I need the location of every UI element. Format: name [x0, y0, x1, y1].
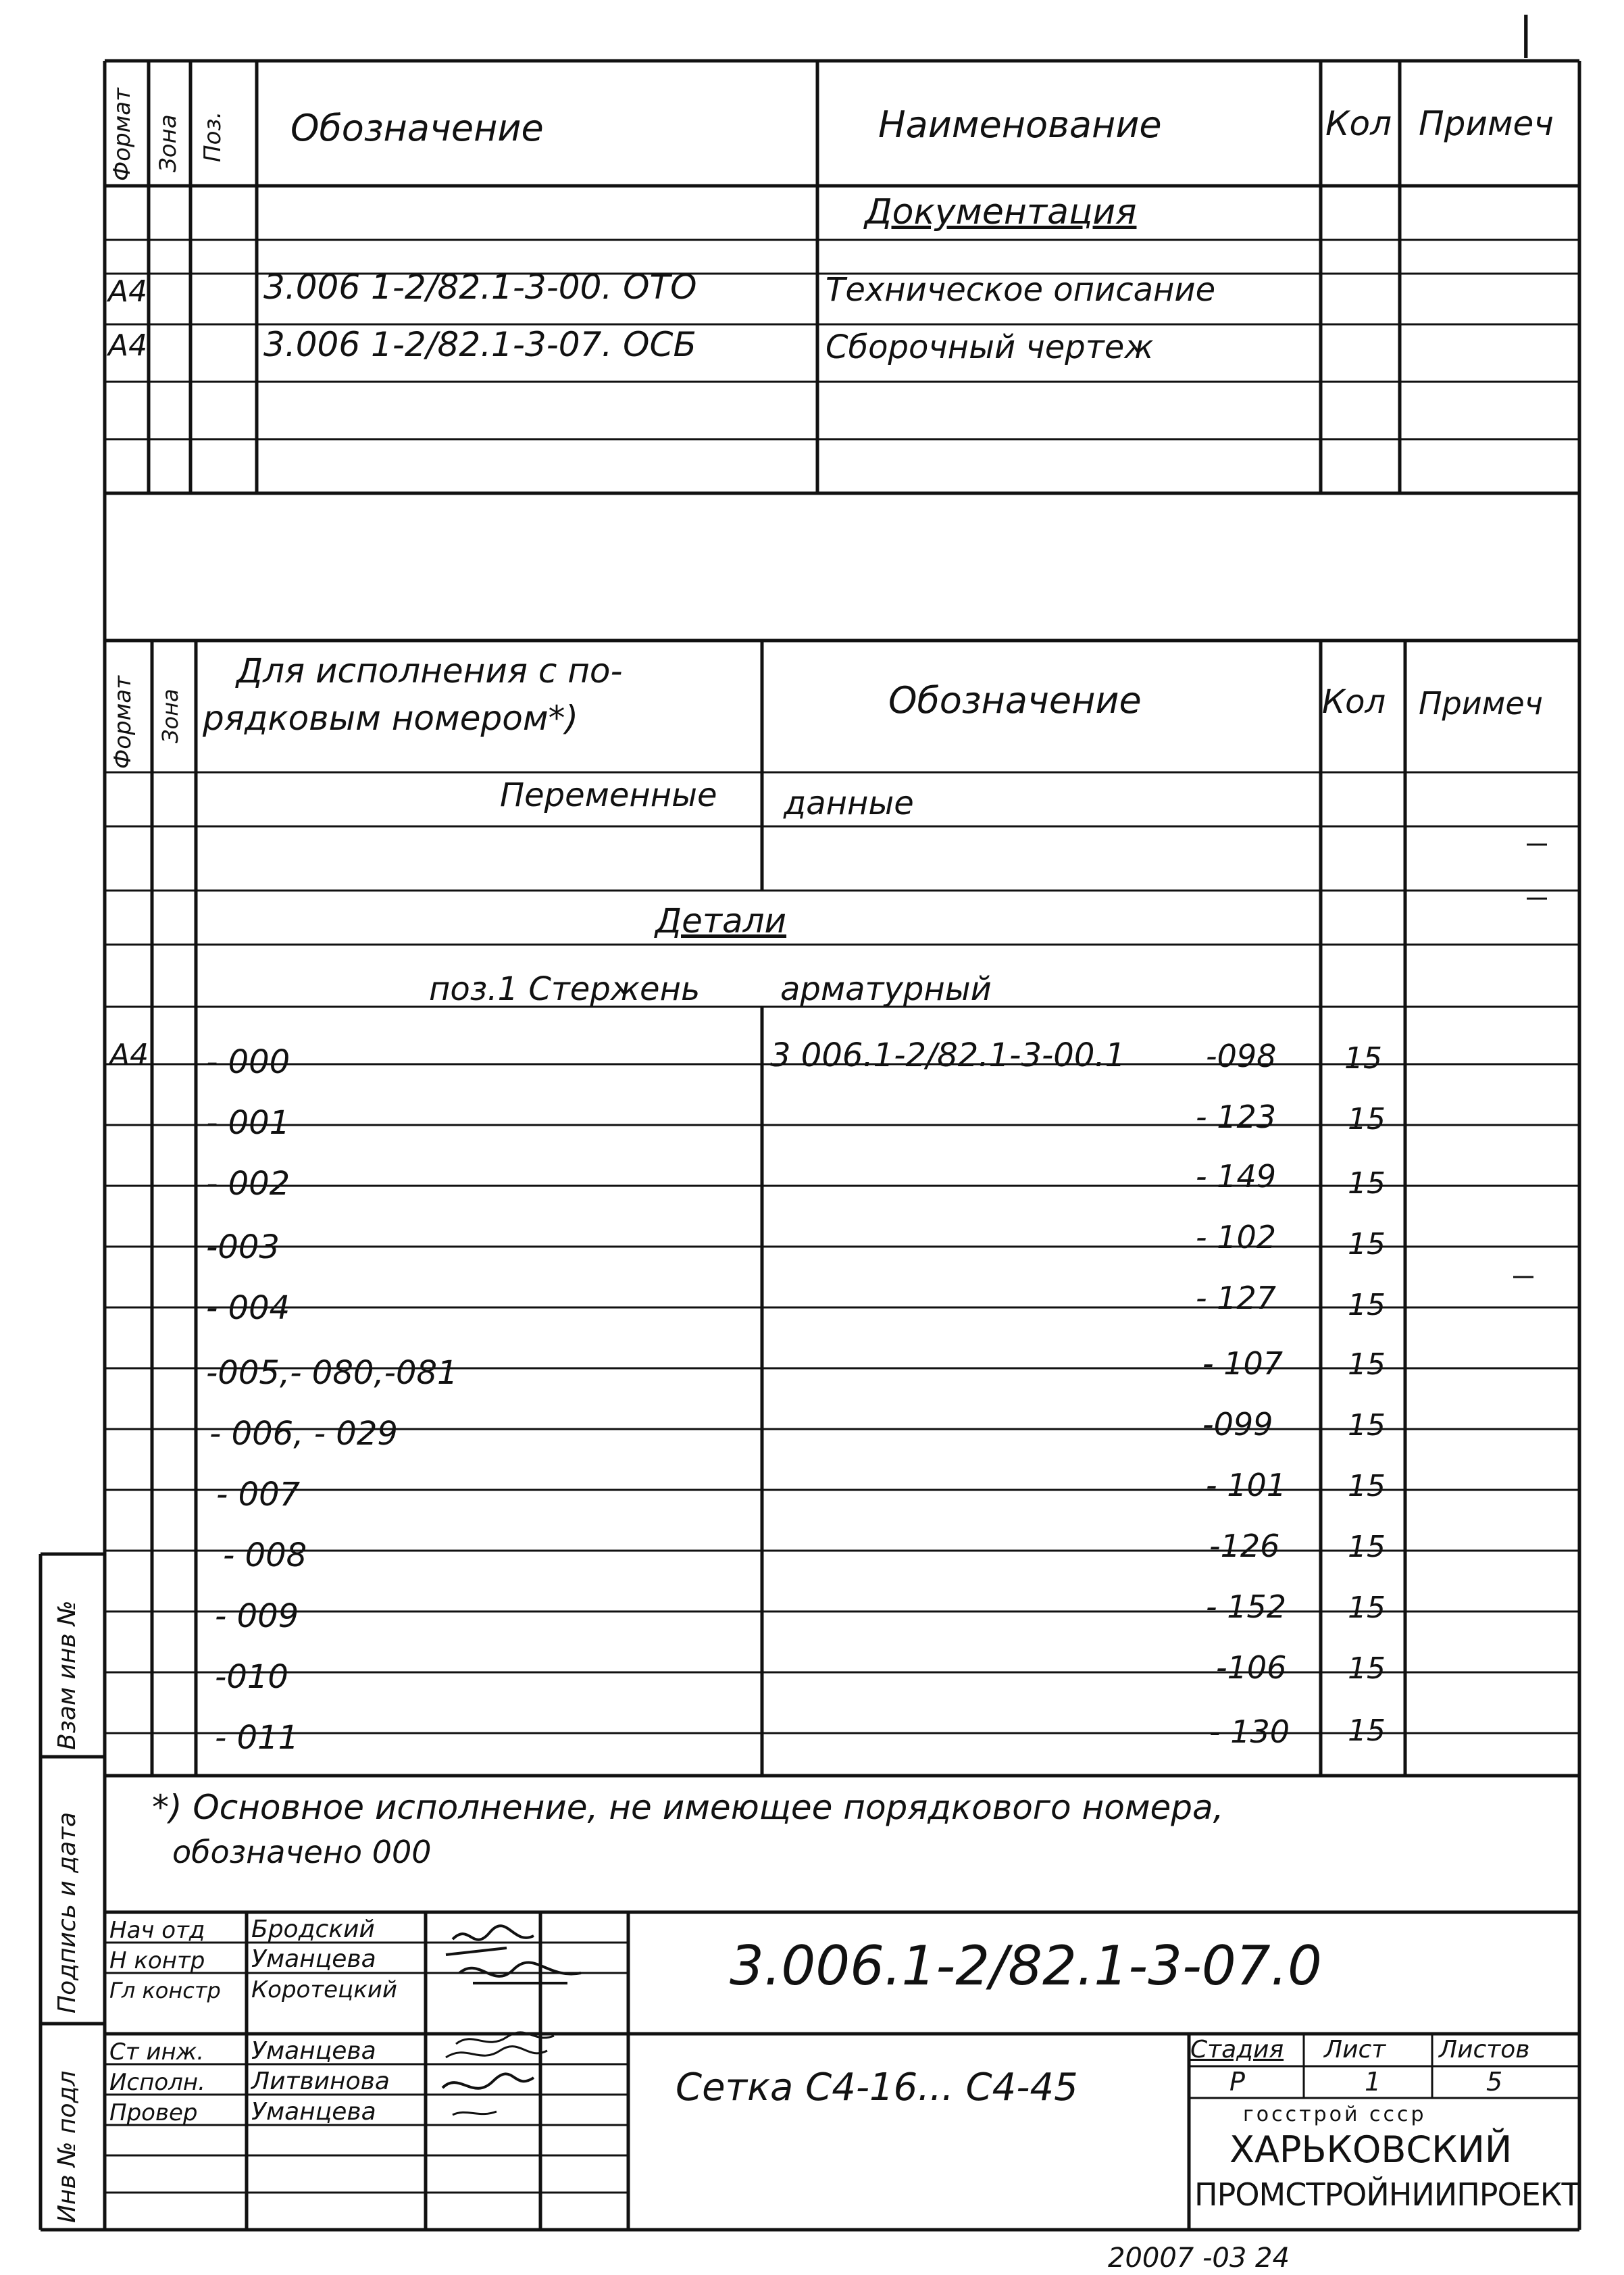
- item-left: поз.1 Стержень: [429, 970, 701, 1008]
- org-line-3: ПРОМСТРОЙНИИПРОЕКТ: [1194, 2176, 1580, 2213]
- row-qty: 15: [1348, 1227, 1386, 1261]
- row-designation: 3.006 1-2/82.1-3-07. ОСБ: [263, 325, 696, 364]
- person-name: Уманцева: [251, 1945, 376, 1973]
- header-name: Наименование: [878, 103, 1162, 146]
- var-header-zone: Зона: [157, 689, 183, 743]
- row-format: А4: [108, 328, 148, 363]
- row-exec: - 011: [215, 1719, 299, 1757]
- var-header-designation: Обозначение: [888, 679, 1142, 722]
- row-suffix: - 130: [1209, 1714, 1290, 1750]
- row-exec: -010: [215, 1658, 288, 1696]
- variable-data-right: данные: [784, 784, 914, 822]
- row-exec: - 006, - 029: [209, 1415, 398, 1453]
- row-qty: 15: [1348, 1408, 1386, 1443]
- var-header-execution-2: рядковым номером*): [203, 699, 579, 738]
- row-qty: 15: [1348, 1530, 1386, 1564]
- role: Провер: [109, 2099, 198, 2126]
- row-qty: 15: [1348, 1166, 1386, 1201]
- row-suffix: -106: [1216, 1649, 1287, 1686]
- sheet-label: Лист: [1324, 2036, 1386, 2064]
- person-name: Коротецкий: [251, 1976, 397, 2003]
- side-stamp-inv-podl: Инв № подл: [53, 2070, 81, 2223]
- side-stamp-vzam-inv: Взам инв №: [53, 1600, 81, 1750]
- bottom-code: 20007 -03 24: [1108, 2243, 1290, 2274]
- header-note: Примеч: [1419, 104, 1554, 143]
- role: Исполн.: [109, 2069, 205, 2096]
- row-format: А4: [109, 1038, 149, 1072]
- row-exec: - 002: [206, 1165, 290, 1203]
- org-line-1: госстрой ссср: [1243, 2103, 1427, 2126]
- row-suffix: -099: [1202, 1406, 1273, 1443]
- row-suffix: - 127: [1196, 1280, 1277, 1316]
- document-title: Сетка С4-16... С4-45: [676, 2066, 1078, 2109]
- var-header-format: Формат: [109, 676, 136, 769]
- parts-title: Детали: [655, 901, 787, 941]
- row-qty: 15: [1348, 1714, 1386, 1748]
- footnote-line-2: обозначено 000: [172, 1834, 432, 1870]
- person-name: Уманцева: [251, 2037, 376, 2065]
- header-pos: Поз.: [199, 111, 226, 162]
- row-name: Техническое описание: [826, 271, 1216, 309]
- row-suffix: -098: [1206, 1038, 1277, 1074]
- section-documentation: Документация: [865, 192, 1137, 232]
- handwritten-signatures-lower: [432, 2037, 608, 2132]
- row-qty: 15: [1348, 1347, 1386, 1382]
- item-right: арматурный: [780, 970, 992, 1008]
- row-format: А4: [108, 274, 148, 309]
- role: Н контр: [109, 1947, 205, 1974]
- header-designation: Обозначение: [290, 107, 544, 149]
- row-exec: - 001: [206, 1104, 290, 1142]
- stage-label: Стадия: [1190, 2036, 1284, 2064]
- side-stamp-signature-date: Подпись и дата: [53, 1811, 81, 2014]
- person-name: Бродский: [251, 1916, 375, 1943]
- role: Гл констр: [109, 1978, 221, 2003]
- page-corner-mark: |: [1519, 9, 1533, 59]
- row-suffix: - 107: [1202, 1345, 1284, 1382]
- row-exec: -005,- 080,-081: [206, 1354, 458, 1392]
- sheets-value: 5: [1486, 2067, 1503, 2097]
- row-qty: 15: [1348, 1469, 1386, 1503]
- header-qty: Кол: [1325, 104, 1392, 143]
- var-header-qty: Кол: [1322, 683, 1386, 721]
- row-exec: - 000: [206, 1043, 290, 1081]
- row-exec: - 004: [206, 1289, 290, 1327]
- sheet-value: 1: [1365, 2067, 1381, 2097]
- row-exec: - 009: [215, 1597, 299, 1635]
- row-qty: 15: [1348, 1102, 1386, 1136]
- sheets-label: Листов: [1439, 2036, 1530, 2064]
- row-suffix: - 123: [1196, 1099, 1277, 1135]
- role: Нач отд: [109, 1917, 205, 1944]
- row-qty: 15: [1348, 1288, 1386, 1322]
- row-qty: 15: [1348, 1591, 1386, 1625]
- person-name: Литвинова: [251, 2068, 390, 2095]
- row-suffix: - 101: [1206, 1467, 1287, 1503]
- row-suffix: - 102: [1196, 1219, 1277, 1255]
- row-designation: 3 006.1-2/82.1-3-00.1: [770, 1036, 1126, 1074]
- row-designation: 3.006 1-2/82.1-3-00. ОТО: [263, 268, 697, 307]
- header-zone: Зона: [155, 114, 182, 172]
- row-name: Сборочный чертеж: [826, 328, 1154, 366]
- header-format: Формат: [109, 88, 136, 181]
- role: Ст инж.: [109, 2039, 205, 2066]
- org-line-2: ХАРЬКОВСКИЙ: [1229, 2128, 1513, 2171]
- footnote-line-1: *) Основное исполнение, не имеющее порядкового номера,: [152, 1788, 1224, 1827]
- row-suffix: -126: [1209, 1528, 1280, 1564]
- row-exec: - 007: [216, 1476, 301, 1514]
- document-code: 3.006.1-2/82.1-3-07.0: [730, 1934, 1322, 1997]
- row-qty: 15: [1344, 1041, 1382, 1076]
- variable-data-left: Переменные: [500, 776, 717, 814]
- var-header-execution-1: Для исполнения с по-: [236, 651, 623, 691]
- var-header-note: Примеч: [1419, 685, 1543, 722]
- row-exec: -003: [206, 1228, 280, 1266]
- row-suffix: - 149: [1196, 1158, 1277, 1195]
- stage-value: Р: [1229, 2067, 1245, 2097]
- person-name: Уманцева: [251, 2098, 376, 2126]
- row-exec: - 008: [223, 1536, 307, 1574]
- row-suffix: - 152: [1206, 1589, 1287, 1625]
- row-qty: 15: [1348, 1651, 1386, 1686]
